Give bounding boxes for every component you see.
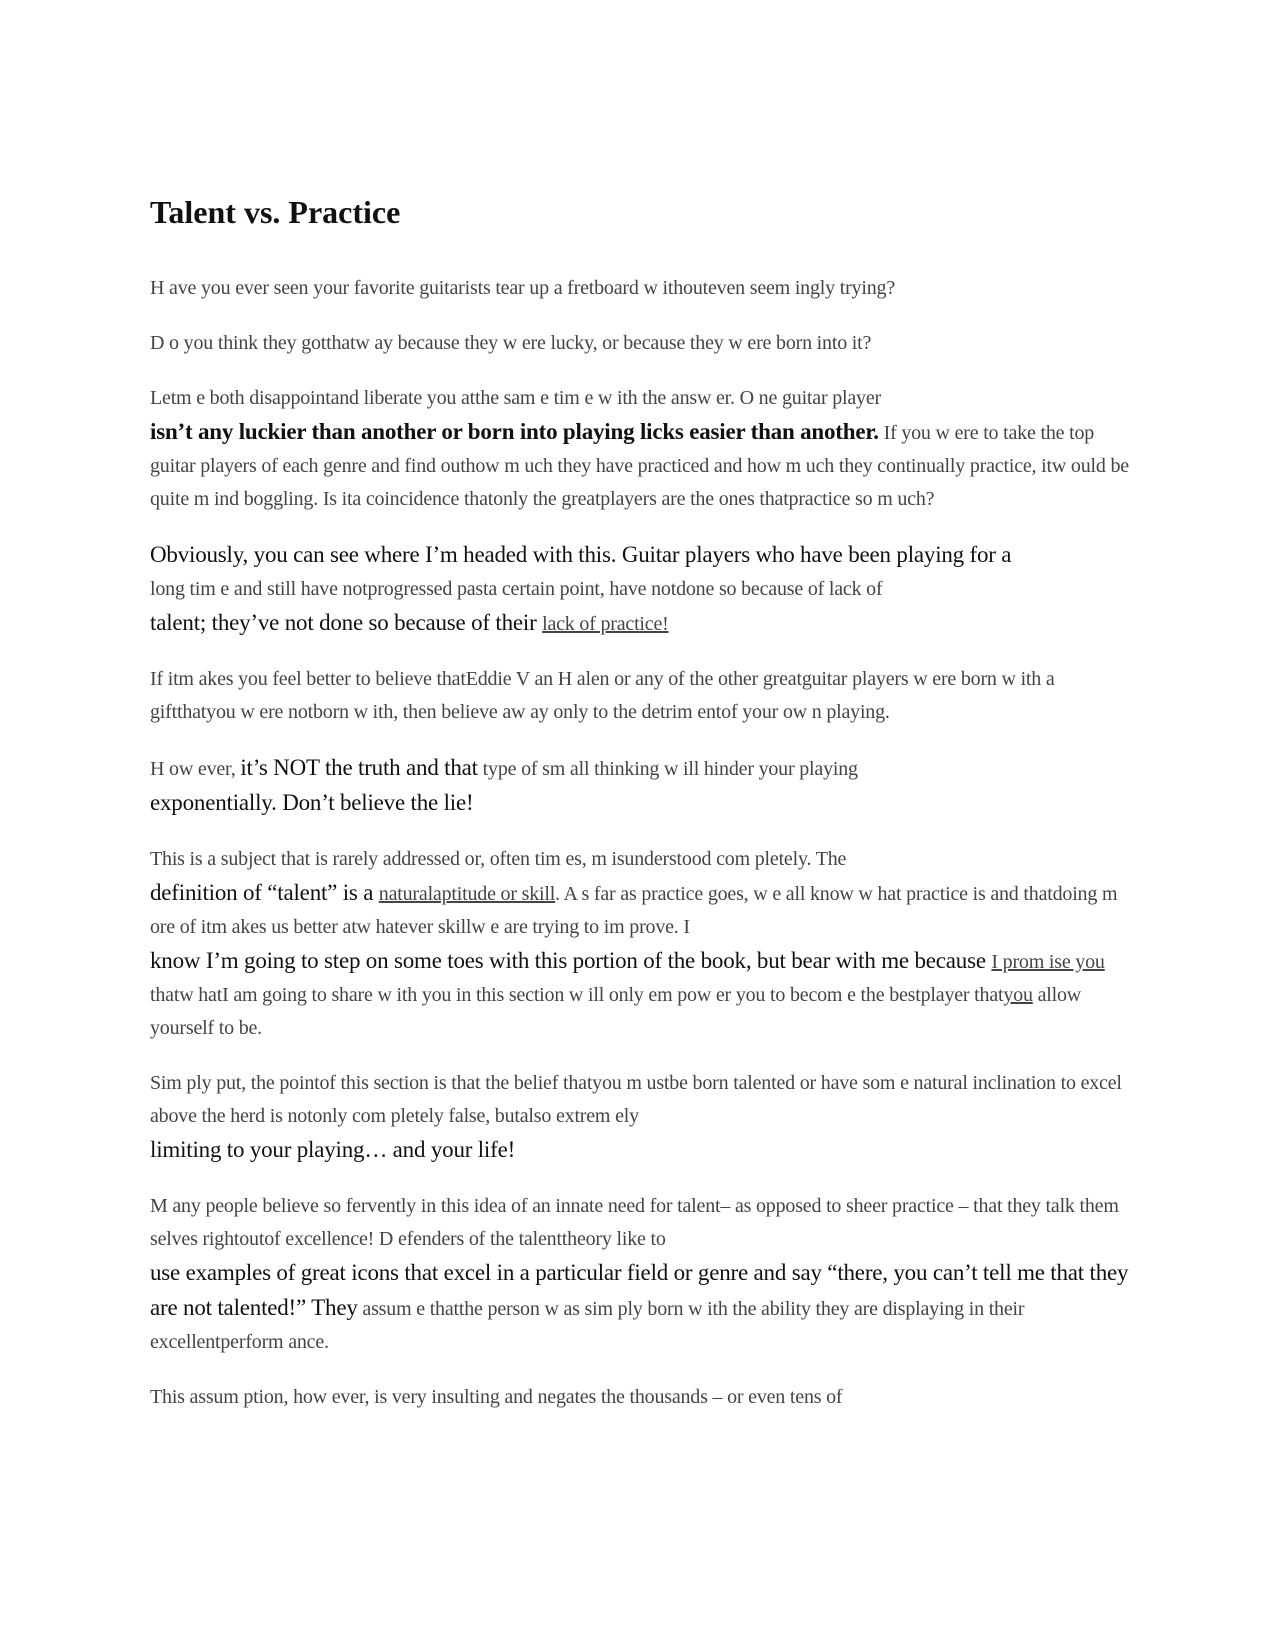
paragraph-7-underlined-promise: I prom ise you	[991, 951, 1105, 973]
paragraph-7-underlined-you: you	[1003, 984, 1033, 1006]
paragraph-9-part-b: use examples of great icons that excel in a particular field or genre and say “there, you can’t tell me that they are not talented!” They	[150, 1260, 1129, 1320]
paragraph-3-part-c: If you w ere to take the top guitar players of each genre and find outhow m uch they have practiced and how m uch they continually practice, itw ould be quite m ind boggling. Is ita coincidence thatonly the greatplayers are the ones thatpractice so m uch?	[150, 422, 1129, 510]
paragraph-4	[150, 538, 1130, 641]
paragraph-7-part-i: allow yourself to be.	[150, 984, 1082, 1039]
paragraph-6-part-d: exponentially. Don’t believe the lie!	[150, 790, 474, 815]
paragraph-5: If itm akes you feel better to believe thatEddie V an H alen or any of the other greatguitar players w ere born w ith a giftthatyou w ere notborn w ith, then believe aw ay only to the detrim entof your ow n playing.	[150, 668, 1055, 723]
paragraph-9-part-c: assum e thatthe person w as sim ply born w ith the ability they are displaying in their excellentperform ance.	[150, 1298, 1025, 1353]
paragraph-4-part-c: talent; they’ve not done so because of their	[150, 610, 543, 635]
paragraph-7-underlined-definition: naturalaptitude or skill	[378, 883, 556, 905]
paragraph-6	[150, 751, 1130, 821]
paragraph-2: D o you think they gotthatw ay because they w ere lucky, or because they w ere born into it?	[150, 332, 872, 354]
paragraph-1: H ave you ever seen your favorite guitarists tear up a fretboard w ithouteven seem ingly trying?	[150, 277, 895, 299]
paragraph-6-part-a: H ow ever,	[150, 758, 241, 780]
paragraph-10: This assum ption, how ever, is very insulting and negates the thousands – or even tens of	[150, 1386, 843, 1408]
paragraph-4-underlined-phrase: lack of practice!	[542, 613, 669, 635]
paragraph-6-part-b: it’s NOT the truth and that	[240, 755, 478, 780]
page-title: Talent vs. Practice	[150, 194, 401, 230]
paragraph-6-part-c: type of sm all thinking w ill hinder your playing	[477, 758, 858, 780]
paragraph-7-part-e: know I’m going to step on some toes with this portion of the book, but bear with me because	[150, 948, 992, 973]
paragraph-7-part-d: . A s far as practice goes, w e all know w hat practice is and thatdoing m ore of itm akes us better atw hatever skillw e are trying to im prove. I	[150, 883, 1118, 938]
paragraph-3-part-a: Letm e both disappointand liberate you atthe sam e tim e w ith the answ er. O ne guitar player	[150, 387, 881, 409]
paragraph-3	[150, 382, 1130, 516]
paragraph-7-part-g: thatw hatI am going to share w ith you in this section w ill only em pow er you to becom e the bestplayer that	[150, 984, 1004, 1006]
paragraph-4-part-a: Obviously, you can see where I’m headed with this. Guitar players who have been playing for a	[150, 542, 1012, 567]
paragraph-8	[150, 1067, 1130, 1168]
paragraph-3-bold-statement: isn’t any luckier than another or born into playing licks easier than another.	[150, 419, 879, 444]
paragraph-9-part-a: M any people believe so fervently in this idea of an innate need for talent– as opposed to sheer practice – that they talk them selves rightoutof excellence! D efenders of the talenttheory like to	[150, 1195, 1119, 1250]
paragraph-7-part-b: definition of “talent” is a	[150, 880, 379, 905]
paragraph-7-part-a: This is a subject that is rarely addressed or, often tim es, m isunderstood com pletely. The	[150, 848, 847, 870]
paragraph-8-part-b: limiting to your playing… and your life!	[150, 1137, 516, 1162]
paragraph-9	[150, 1190, 1130, 1359]
paragraph-4-part-b: long tim e and still have notprogressed pasta certain point, have notdone so because of lack of	[150, 578, 883, 600]
paragraph-7	[150, 843, 1130, 1045]
paragraph-8-part-a: Sim ply put, the pointof this section is that the belief thatyou m ustbe born talented or have som e natural inclination to excel above the herd is notonly com pletely false, butalso extrem ely	[150, 1072, 1122, 1127]
document-page	[150, 192, 1130, 1436]
